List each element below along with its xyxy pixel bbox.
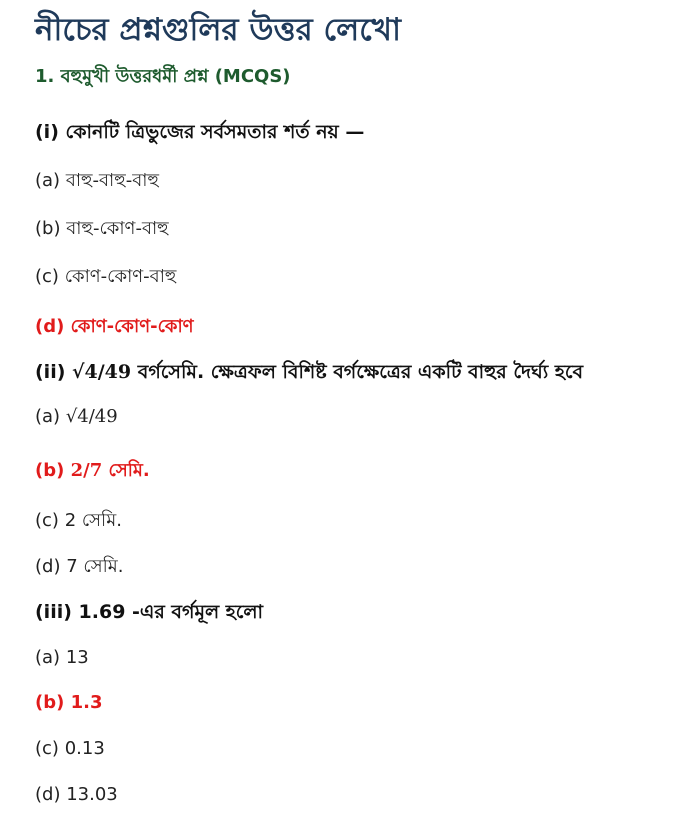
- option-label: (d): [35, 316, 65, 337]
- option-label: (b): [35, 460, 65, 481]
- option-c: [35, 738, 105, 759]
- question-text: বর্গসেমি. ক্ষেত্রফল বিশিষ্ট বর্গক্ষেত্রের একটি বাহুর দৈর্ঘ্য হবে: [137, 361, 584, 383]
- option-label: (a): [35, 647, 61, 668]
- option-text: কোণ-কোণ-কোণ: [70, 316, 194, 337]
- option-text: বাহু-কোণ-বাহু: [66, 218, 169, 239]
- option-text: বাহু-বাহু-বাহু: [65, 170, 159, 191]
- option-label: (b): [35, 692, 65, 713]
- option-text: 2 সেমি.: [64, 510, 122, 531]
- page-title: নীচের প্রশ্নগুলির উত্তর লেখো: [35, 12, 401, 48]
- question-2: [35, 358, 583, 390]
- option-c: [35, 506, 122, 537]
- option-label: (a): [35, 406, 61, 427]
- option-text: কোণ-কোণ-বাহু: [64, 266, 177, 287]
- question-text: কোনটি ত্রিভুজের সর্বসমতার শর্ত নয় —: [65, 121, 365, 143]
- option-text: সেমি.: [108, 460, 150, 481]
- option-label: (d): [35, 784, 61, 805]
- question-number: (i): [35, 121, 59, 143]
- option-a: [35, 166, 159, 197]
- option-c: [35, 262, 176, 293]
- option-label: (d): [35, 556, 61, 577]
- option-text: 13: [65, 647, 89, 668]
- question-number: (iii): [35, 601, 72, 623]
- option-text: 13.03: [66, 784, 118, 805]
- option-label: (c): [35, 266, 59, 287]
- option-a: [35, 647, 89, 668]
- option-label: (c): [35, 510, 59, 531]
- question-math: √4/49: [72, 361, 132, 383]
- option-a: [35, 406, 118, 427]
- option-b-correct: [35, 456, 150, 487]
- option-d: [35, 552, 123, 583]
- option-label: (a): [35, 170, 61, 191]
- question-3: [35, 598, 263, 630]
- option-b: [35, 214, 169, 245]
- option-d-correct: [35, 312, 194, 343]
- option-math: √4/49: [65, 406, 118, 427]
- option-text: 1.3: [70, 692, 103, 713]
- section-heading: 1. বহুমুখী উত্তরধর্মী প্রশ্ন (MCQS): [35, 66, 291, 87]
- option-b-correct: [35, 692, 103, 713]
- question-number: (ii): [35, 361, 66, 383]
- option-label: (b): [35, 218, 61, 239]
- option-math: 2/7: [70, 460, 103, 481]
- option-text: 0.13: [64, 738, 105, 759]
- option-d: [35, 784, 118, 805]
- question-text: 1.69 -এর বর্গমূল হলো: [78, 601, 264, 623]
- option-text: 7 সেমি.: [66, 556, 124, 577]
- question-1: [35, 118, 364, 150]
- option-label: (c): [35, 738, 59, 759]
